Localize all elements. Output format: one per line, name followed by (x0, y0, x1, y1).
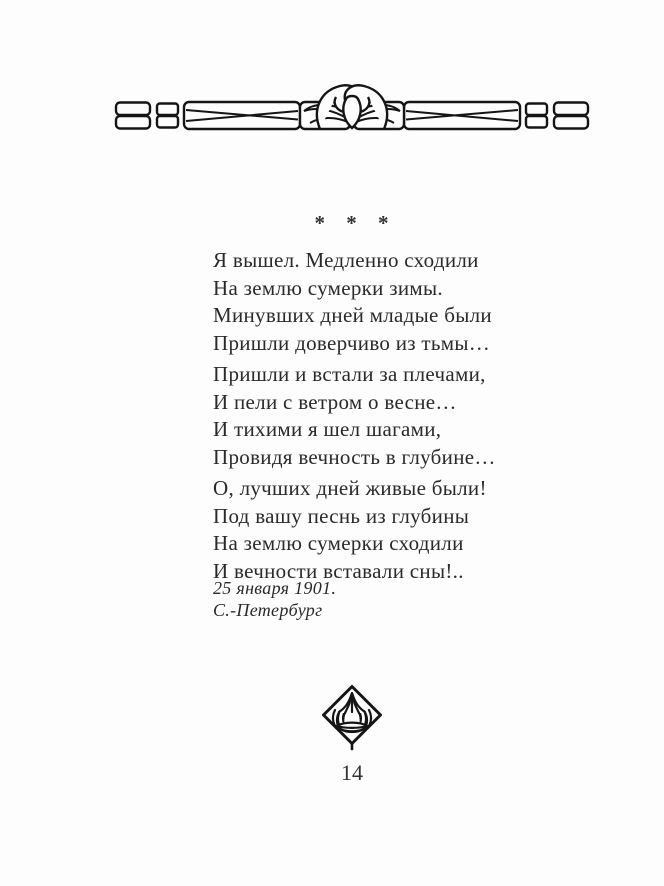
poem-line: На землю сумерки зимы. (213, 275, 443, 300)
poem-line: На землю сумерки сходили (213, 531, 464, 555)
poem-place: С.-Петербург (213, 600, 323, 620)
poem-line: И вечности вставали сны!.. (213, 558, 464, 583)
poem-line: И пели с ветром о весне… (213, 389, 457, 414)
stanza-1 (213, 247, 496, 357)
page-number: 14 (341, 760, 363, 785)
poem (213, 247, 496, 585)
poem-line: И тихими я шел шагами, (213, 417, 442, 441)
dateline (213, 577, 336, 621)
poem-line: О, лучших дней живые были! (213, 476, 487, 500)
stanza-3 (213, 475, 496, 585)
stanza-2 (213, 361, 496, 471)
headpiece-ribbon-knot-ornament (114, 82, 590, 134)
poem-line: Под вашу песнь из глубины (213, 503, 470, 528)
tailpiece-diamond-palmette-ornament (320, 683, 384, 753)
poem-line: Пришли доверчиво из тьмы… (213, 330, 491, 355)
poem-line: Я вышел. Медленно сходили (213, 248, 479, 272)
poem-date: 25 января 1901. (213, 578, 337, 598)
poem-line: Провидя вечность в глубине… (213, 444, 496, 469)
poem-line: Минувших дней младые были (213, 303, 492, 327)
section-marker-asterisks: * * * (314, 211, 390, 235)
poem-line: Пришли и встали за плечами, (213, 362, 486, 386)
